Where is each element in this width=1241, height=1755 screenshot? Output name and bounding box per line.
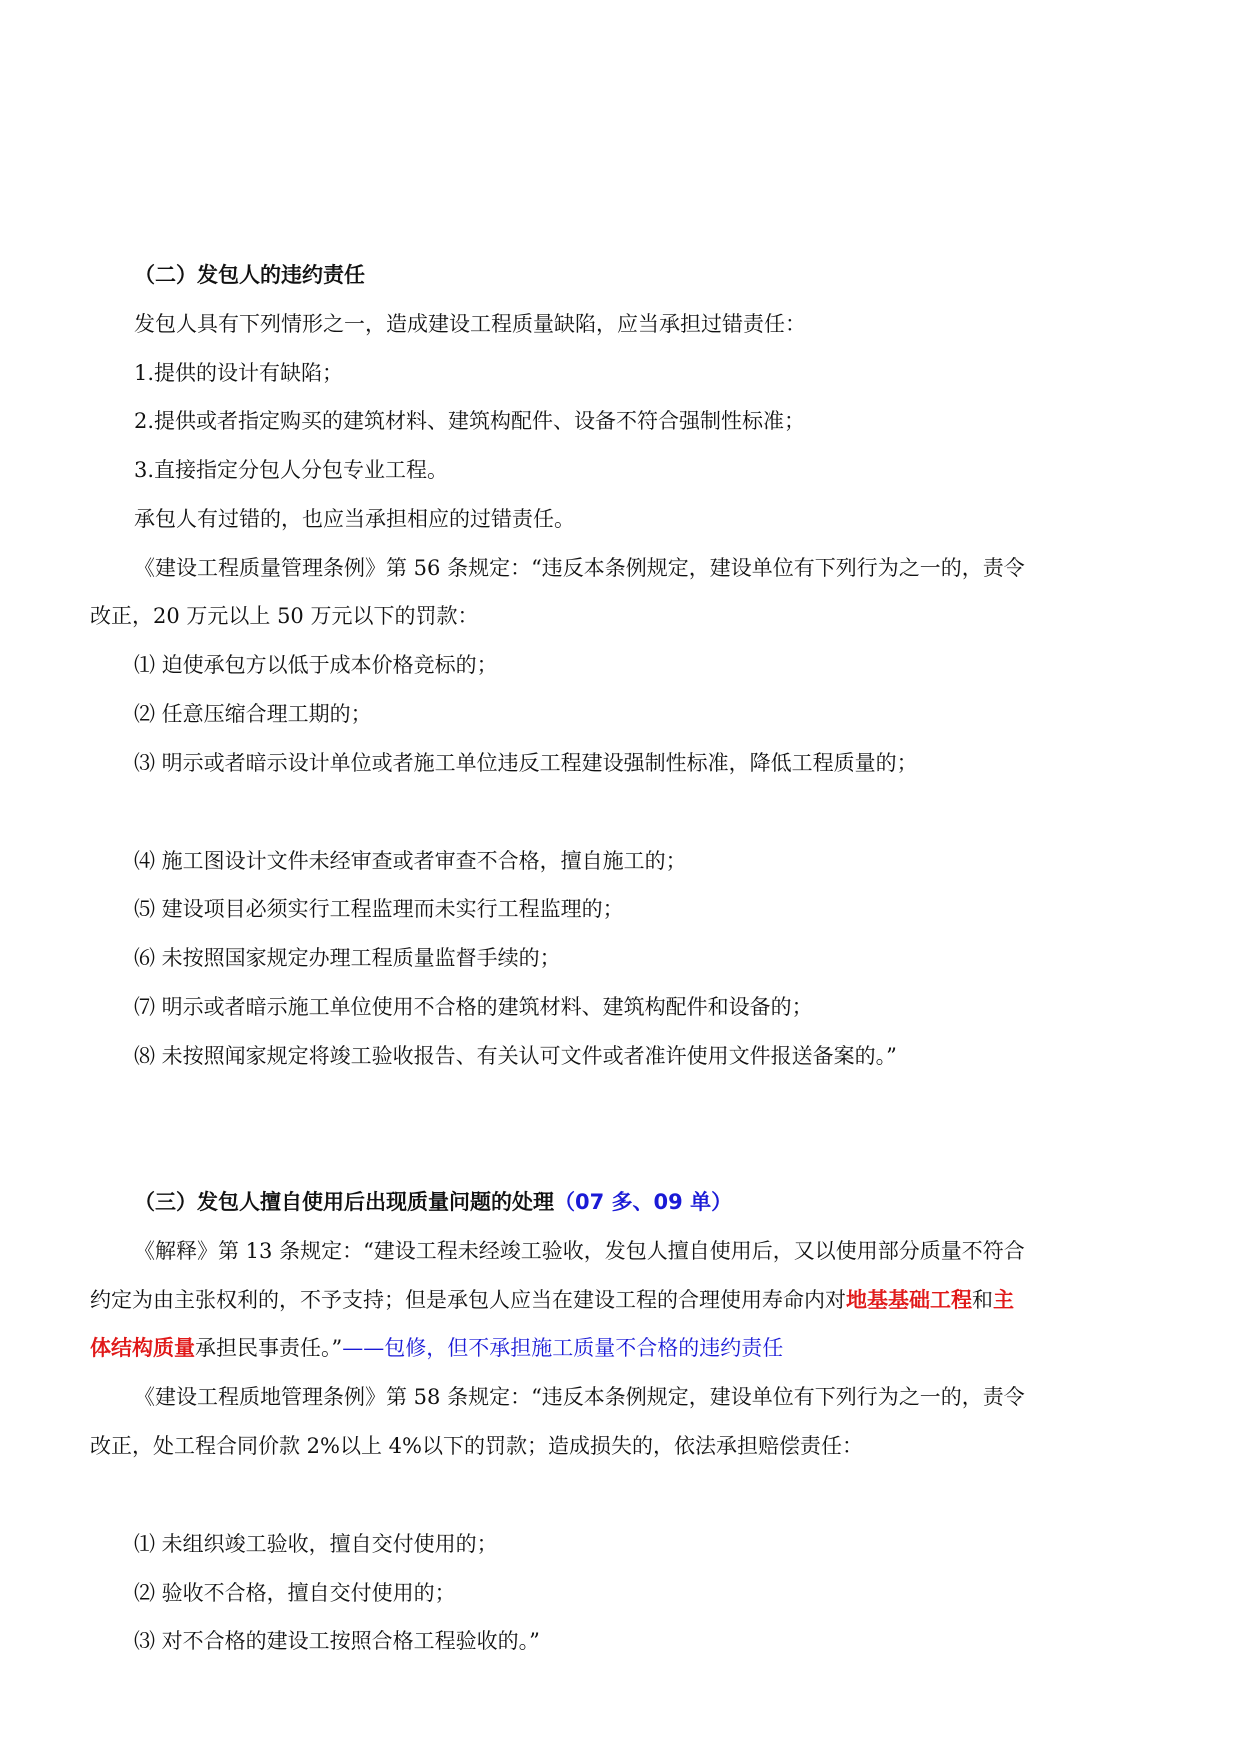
highlight-structure-part1: 主 xyxy=(993,1288,1014,1312)
list-item: 3.直接指定分包人分包专业工程。 xyxy=(134,458,449,482)
list-item: ⑶ 明示或者暗示设计单位或者施工单位违反工程建设强制性标准，降低工程质量的； xyxy=(134,751,918,775)
list-item: ⑵ 任意压缩合理工期的； xyxy=(134,702,372,726)
section2-heading: （二）发包人的违约责任 xyxy=(134,263,365,287)
explanation-line1: 《解释》第 13 条规定：“建设工程未经竣工验收，发包人擅自使用后，又以使用部分质量不符合 xyxy=(134,1239,1025,1263)
explanation-text: 承担民事责任。” xyxy=(195,1336,343,1360)
regulation-58-line1: 《建设工程质地管理条例》第 58 条规定：“违反本条例规定，建设单位有下列行为之一的，责令 xyxy=(134,1385,1025,1409)
list-item: 1.提供的设计有缺陷； xyxy=(134,361,344,385)
list-item: ⑴ 迫使承包方以低于成本价格竞标的； xyxy=(134,653,498,677)
highlight-foundation: 地基基础工程 xyxy=(846,1288,972,1312)
list-item: ⑴ 未组织竣工验收，擅自交付使用的； xyxy=(134,1532,498,1556)
list-item: ⑵ 验收不合格，擅自交付使用的； xyxy=(134,1581,456,1605)
list-item: 2.提供或者指定购买的建筑材料、建筑构配件、设备不符合强制性标准； xyxy=(134,409,806,433)
highlight-structure-part2: 体结构质量 xyxy=(90,1336,195,1360)
explanation-text: 约定为由主张权利的，不予支持；但是承包人应当在建设工程的合理使用寿命内对 xyxy=(90,1288,846,1312)
list-item: ⑷ 施工图设计文件未经审查或者审查不合格，擅自施工的； xyxy=(134,849,687,873)
regulation-56-line1: 《建设工程质量管理条例》第 56 条规定：“违反本条例规定，建设单位有下列行为之一的，责令 xyxy=(134,556,1025,580)
explanation-text: 和 xyxy=(972,1288,993,1312)
section3-heading: （三）发包人擅自使用后出现质量问题的处理 xyxy=(134,1190,554,1214)
regulation-58-line2: 改正，处工程合同价款 2%以上 4%以下的罚款；造成损失的，依法承担赔偿责任： xyxy=(90,1434,863,1458)
explanation-line2 xyxy=(90,1285,1150,1315)
list-item: ⑶ 对不合格的建设工按照合格工程验收的。” xyxy=(134,1629,540,1653)
section3-heading-line xyxy=(134,1187,1194,1217)
list-item: ⑸ 建设项目必须实行工程监理而未实行工程监理的； xyxy=(134,897,624,921)
regulation-56-line2: 改正，20 万元以上 50 万元以下的罚款： xyxy=(90,604,479,628)
section2-intro: 发包人具有下列情形之一，造成建设工程质量缺陷，应当承担过错责任： xyxy=(134,312,806,336)
list-item: ⑻ 未按照闻家规定将竣工验收报告、有关认可文件或者准许使用文件报送备案的。” xyxy=(134,1044,897,1068)
list-item: ⑹ 未按照国家规定办理工程质量监督手续的； xyxy=(134,946,561,970)
contractor-note: 承包人有过错的，也应当承担相应的过错责任。 xyxy=(134,507,575,531)
exam-tag: （07 多、09 单） xyxy=(554,1190,733,1214)
annotation-note: ——包修，但不承担施工质量不合格的违约责任 xyxy=(342,1336,784,1360)
explanation-line3 xyxy=(90,1333,1150,1363)
list-item: ⑺ 明示或者暗示施工单位使用不合格的建筑材料、建筑构配件和设备的； xyxy=(134,995,813,1019)
